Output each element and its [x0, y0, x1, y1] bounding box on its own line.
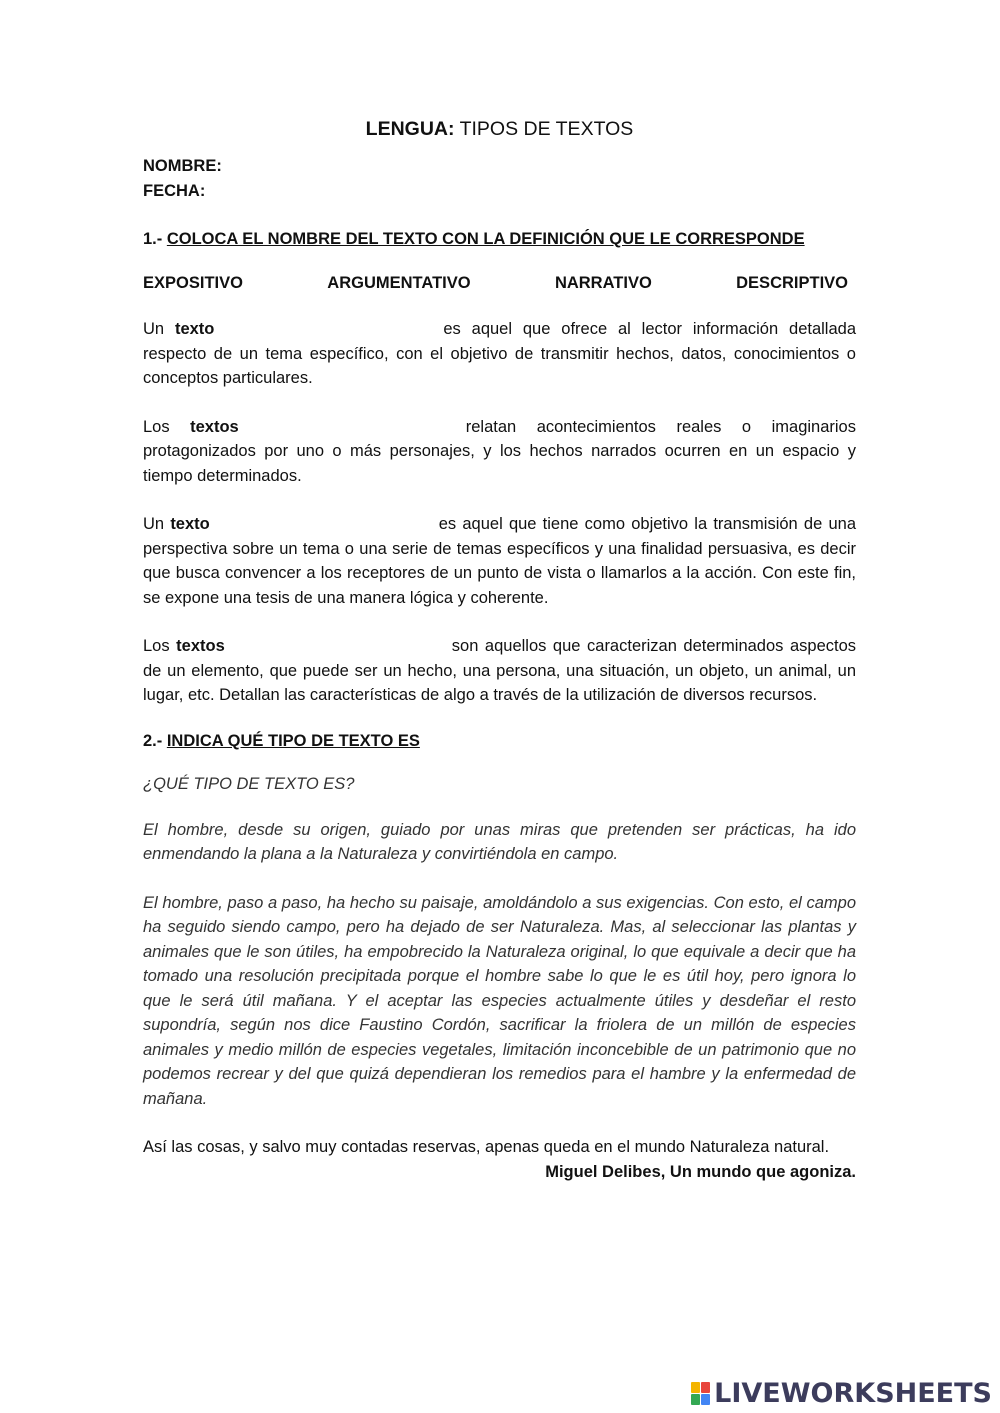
section2-heading: 2.- INDICA QUÉ TIPO DE TEXTO ES [143, 731, 420, 750]
text-type-options [143, 274, 856, 293]
type-option-expositivo: EXPOSITIVO [143, 274, 243, 292]
definition-paragraph-1: Un texto es aquel que ofrece al lector información detallada respecto de un tema específico, con el objetivo de transmitir hechos, datos, conocimientos o conceptos particulares. [143, 320, 856, 387]
question-text[interactable]: ¿QUÉ TIPO DE TEXTO ES? [143, 774, 355, 793]
excerpt-paragraph-2: El hombre, paso a paso, ha hecho su paisaje, amoldándolo a sus exigencias. Con esto, el campo ha seguido siendo campo, pero ha dejado de ser Naturaleza. Mas, al seleccionar las plantas y animales que le son útiles, ha empobrecido la Naturaleza original, lo que equivale a decir que ha tomado una resolución precipitada porque el hombre sabe lo que le es útil hoy, pero ignora lo que le será útil mañana. Y el aceptar las especies actualmente útiles y desdeñar el resto supondría, según nos dice Faustino Cordón, sacrificar la friolera de un millón de especies animales y medio millón de especies vegetales, limitación inconcebible de un patrimonio que no podemos recrear y del que quizá dependieran los remedios para el hambre y la enfermedad de mañana. [143, 893, 856, 1108]
page-title: LENGUA: TIPOS DE TEXTOS [365, 118, 634, 140]
excerpt-paragraph-1: El hombre, desde su origen, guiado por unas miras que pretenden ser prácticas, ha ido enmendando la plana a la Naturaleza y convirtiéndola en campo. [143, 820, 856, 863]
definition-paragraph-4: Los textos son aquellos que caracterizan determinados aspectos de un elemento, que puede ser un hecho, una persona, una situación, un objeto, un animal, un lugar, etc. Detallan las características de algo a través de la utilización de diversos recursos. [143, 637, 857, 704]
name-label: NOMBRE: [143, 157, 222, 175]
definition-paragraph-3: Un texto es aquel que tiene como objetivo la transmisión de una perspectiva sobre un tema o una serie de temas específicos y una finalidad persuasiva, es decir que busca convencer a los receptores de un punto de vista o llamarlos a la acción. Con este fin, se expone una tesis de una manera lógica y coherente. [143, 515, 857, 607]
worksheet-page [143, 118, 856, 1184]
logo-text: LIVEWORKSHEETS [714, 1378, 992, 1409]
liveworksheets-logo [691, 1378, 992, 1409]
author-citation: Miguel Delibes, Un mundo que agoniza. [545, 1162, 856, 1181]
closing-paragraph: Así las cosas, y salvo muy contadas reservas, apenas queda en el mundo Naturaleza natural. [143, 1138, 830, 1156]
type-option-narrativo: NARRATIVO [554, 274, 652, 292]
section1-heading: 1.- COLOCA EL NOMBRE DEL TEXTO CON LA DEFINICIÓN QUE LE CORRESPONDE [143, 230, 805, 248]
logo-mark-icon [691, 1382, 710, 1405]
type-option-descriptivo: DESCRIPTIVO [736, 274, 848, 292]
date-label: FECHA: [143, 182, 206, 200]
type-option-argumentativo: ARGUMENTATIVO [327, 274, 471, 292]
definition-paragraph-2: Los textos relatan acontecimientos reales o imaginarios protagonizados por uno o más personajes, y los hechos narrados ocurren en un espacio y tiempo determinados. [143, 417, 856, 485]
